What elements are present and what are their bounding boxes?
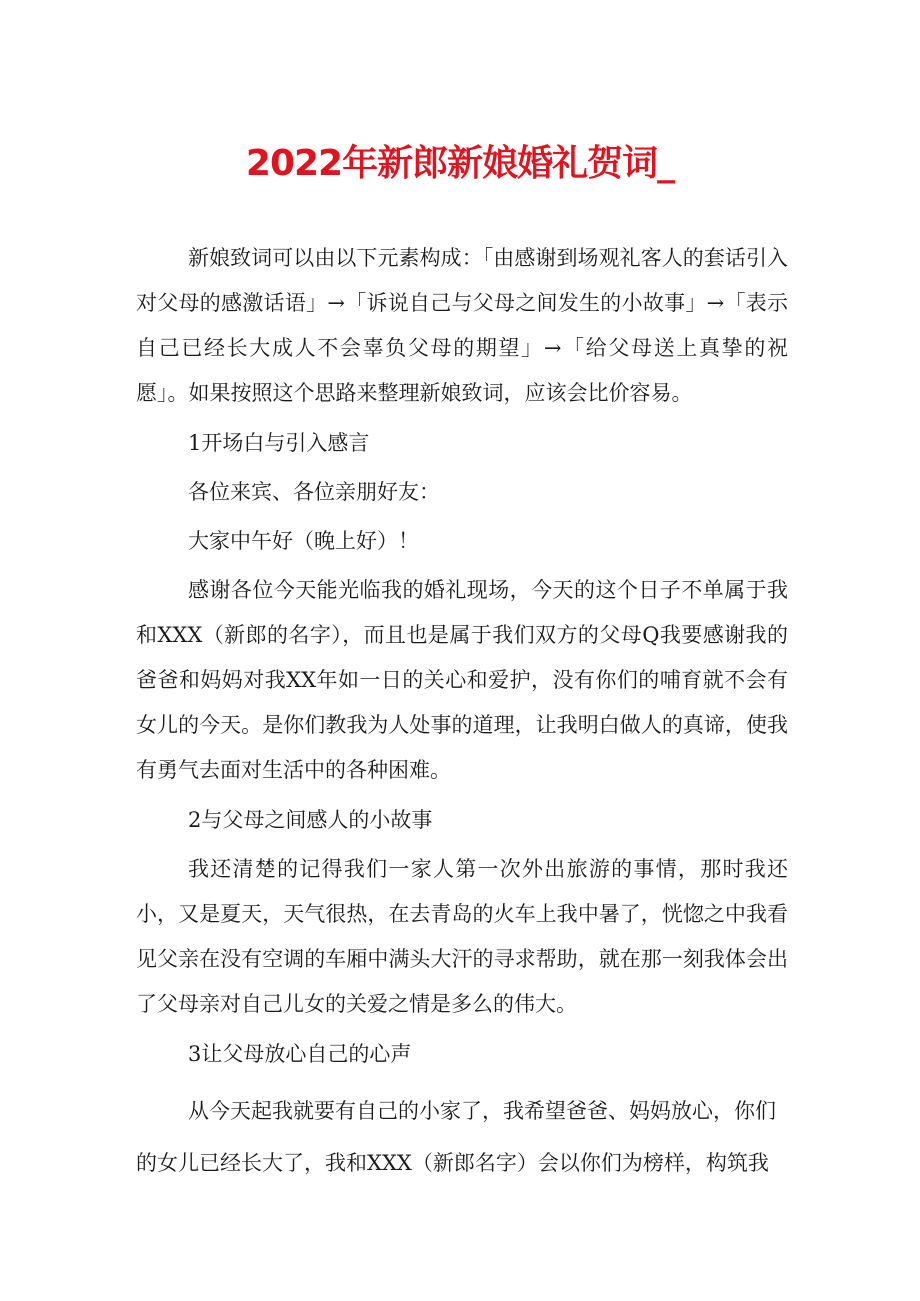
section-heading-2: 2与父母之间感人的小故事	[188, 808, 433, 832]
document-body	[136, 236, 788, 1189]
paragraph-thanks: 感谢各位今天能光临我的婚礼现场，今天的这个日子不单属于我和XXX（新郎的名字），而且也是属于我们双方的父母Q我要感谢我的爸爸和妈妈对我XX年如一日的关心和爱护，没有你们的哺育就不会有女儿的今天。是你们教我为人处事的道理，让我明白做人的真谛，使我有勇气去面对生活中的各种困难。	[136, 578, 788, 782]
section-heading-1: 1开场白与引入感言	[188, 431, 370, 455]
paragraph-greeting: 各位来宾、各位亲朋好友：	[188, 480, 440, 504]
section-heading-3: 3让父母放心自己的心声	[188, 1042, 412, 1066]
paragraph-story: 我还清楚的记得我们一家人第一次外出旅游的事情，那时我还小，又是夏天，天气很热，在去青岛的火车上我中暑了，恍惚之中我看见父亲在没有空调的车厢中满头大汗的寻求帮助，就在那一刻我体会出了父母亲对自己儿女的关爱之情是多么的伟大。	[136, 857, 788, 1016]
document-title: 2022年新郎新娘婚礼贺词_	[245, 143, 675, 184]
paragraph-salutation: 大家中午好（晚上好）！	[188, 529, 419, 553]
paragraph-promise: 从今天起我就要有自己的小家了，我希望爸爸、妈妈放心，你们的女儿已经长大了，我和XXX（新郎名字）会以你们为榜样，构筑我	[136, 1099, 776, 1175]
paragraph-intro: 新娘致词可以由以下元素构成：「由感谢到场观礼客人的套话引入对父母的感激话语」→「诉说自己与父母之间发生的小故事」→「表示自己已经长大成人不会辜负父母的期望」→「给父母送上真挚的祝愿」。如果按照这个思路来整理新娘致词，应该会比价容易。	[136, 246, 788, 405]
